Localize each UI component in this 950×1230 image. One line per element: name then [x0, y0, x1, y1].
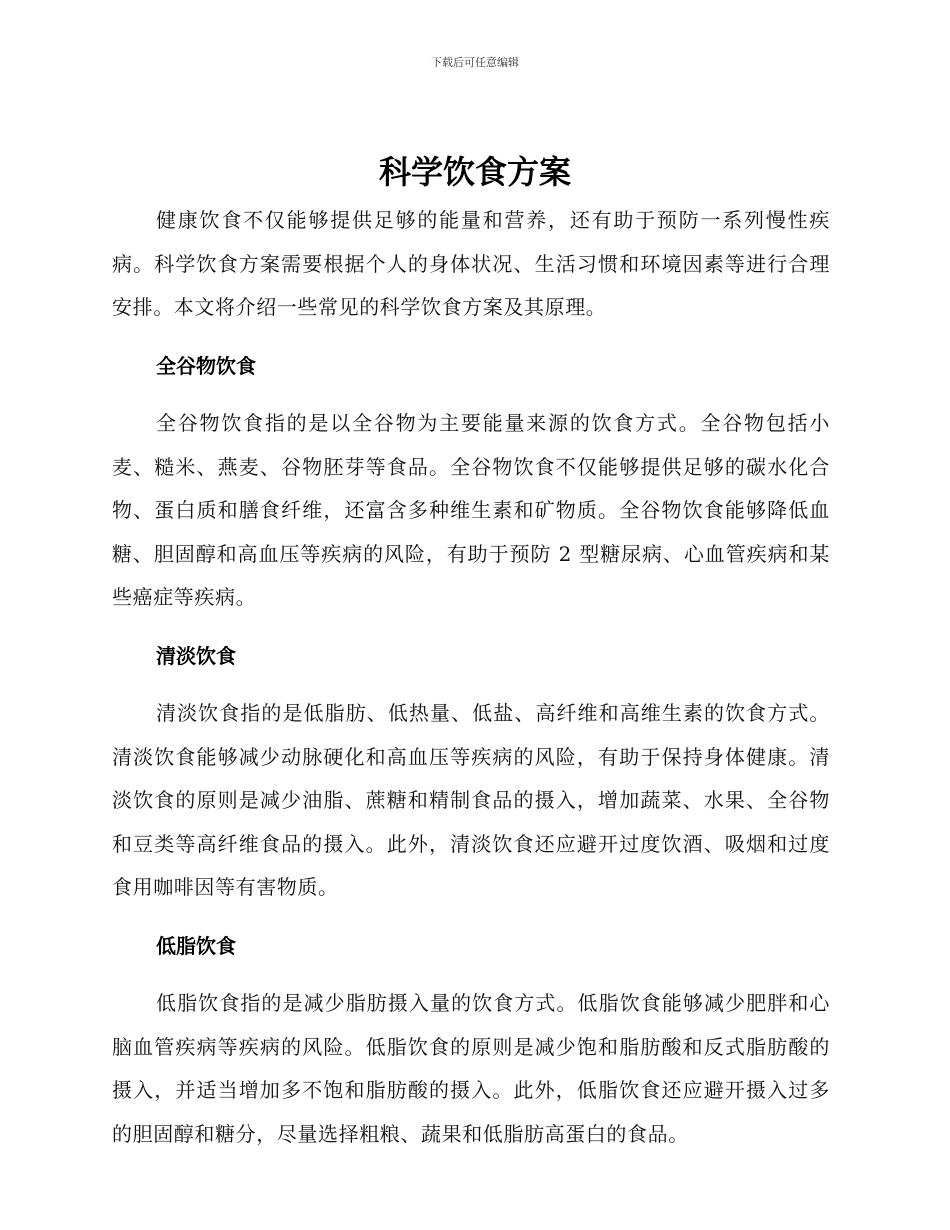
section-heading-light-diet: 清淡饮食	[156, 643, 236, 668]
document-body	[112, 199, 830, 1156]
section-body-whole-grain: 全谷物饮食指的是以全谷物为主要能量来源的饮食方式。全谷物包括小麦、糙米、燕麦、谷物胚芽等食品。全谷物饮食不仅能够提供足够的碳水化合物、蛋白质和膳食纤维，还富含多种维生素和矿物质。全谷物饮食能够降低血糖、胆固醇和高血压等疾病的风险，有助于预防 2 型糖尿病、心血管疾病和某些癌症等疾病。	[112, 411, 830, 609]
header-note: 下载后可任意编辑	[431, 56, 519, 69]
page-title: 科学饮食方案	[378, 153, 571, 191]
section-body-low-fat: 低脂饮食指的是减少脂肪摄入量的饮食方式。低脂饮食能够减少肥胖和心脑血管疾病等疾病的风险。低脂饮食的原则是减少饱和脂肪酸和反式脂肪酸的摄入，并适当增加多不饱和脂肪酸的摄入。此外，低脂饮食还应避开摄入过多的胆固醇和糖分，尽量选择粗粮、蔬果和低脂肪高蛋白的食品。	[112, 991, 830, 1146]
section-heading-low-fat: 低脂饮食	[156, 933, 236, 958]
section-heading-whole-grain: 全谷物饮食	[156, 353, 256, 378]
intro-paragraph: 健康饮食不仅能够提供足够的能量和营养，还有助于预防一系列慢性疾病。科学饮食方案需要根据个人的身体状况、生活习惯和环境因素等进行合理安排。本文将介绍一些常见的科学饮食方案及其原理。	[112, 208, 830, 319]
section-body-light-diet: 清淡饮食指的是低脂肪、低热量、低盐、高纤维和高维生素的饮食方式。清淡饮食能够减少动脉硬化和高血压等疾病的风险，有助于保持身体健康。清淡饮食的原则是减少油脂、蔗糖和精制食品的摄入，增加蔬菜、水果、全谷物和豆类等高纤维食品的摄入。此外，清淡饮食还应避开过度饮酒、吸烟和过度食用咖啡因等有害物质。	[112, 701, 830, 899]
